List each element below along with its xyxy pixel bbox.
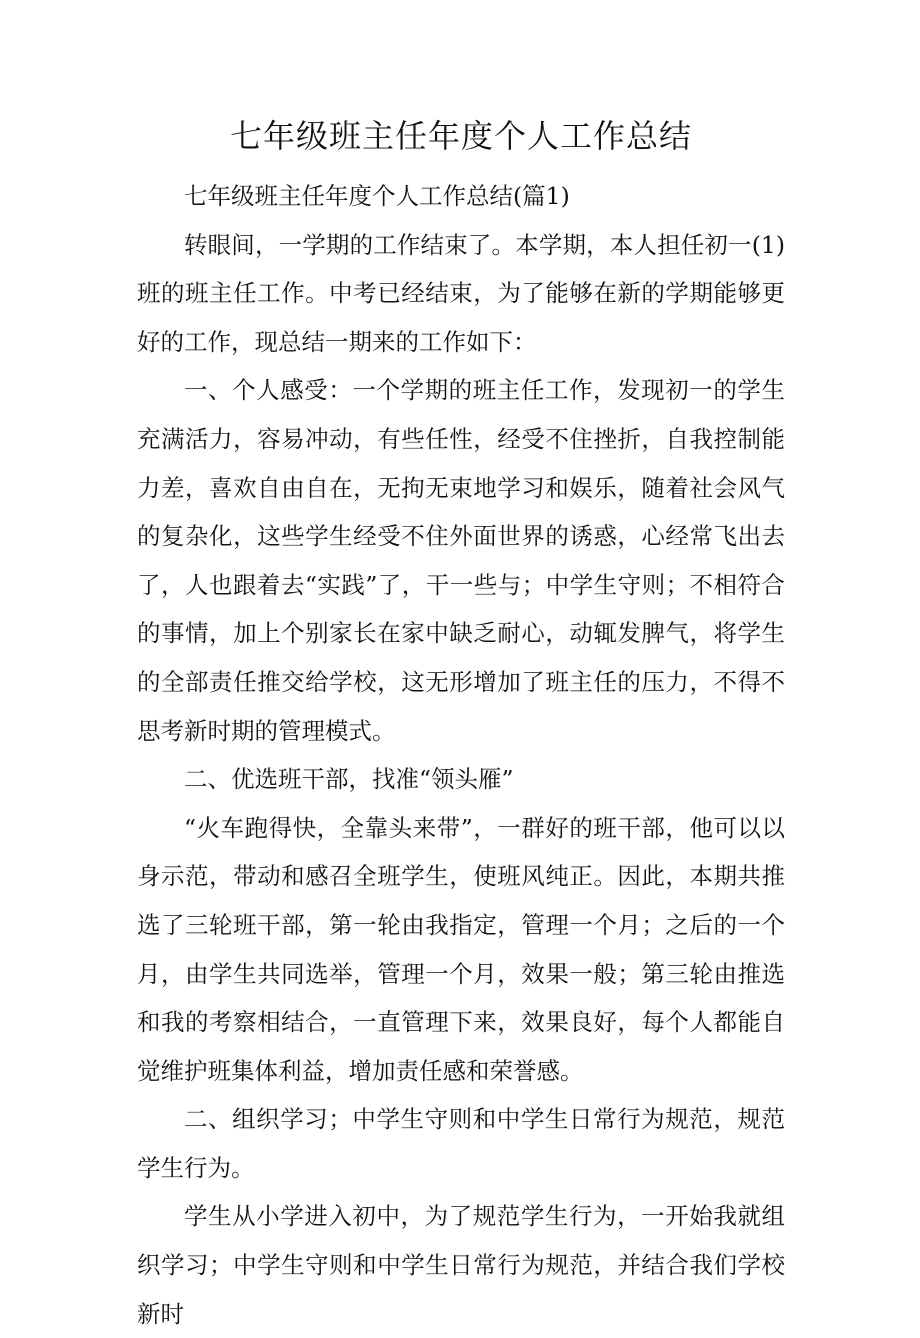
paragraph-intro: 转眼间，一学期的工作结束了。本学期，本人担任初一(1)班的班主任工作。中考已经结束，为了能够在新的学期能够更好的工作，现总结一期来的工作如下： bbox=[137, 230, 785, 356]
paragraph-heading-study-rules: 二、组织学习；中学生守则和中学生日常行为规范，规范学生行为。 bbox=[137, 1105, 785, 1182]
section-heading: 七年级班主任年度个人工作总结(篇1) bbox=[184, 182, 570, 210]
paragraph-heading-class-cadres: 二、优选班干部，找准“领头雁” bbox=[184, 765, 514, 794]
paragraph-study-rules: 学生从小学进入初中，为了规范学生行为，一开始我就组织学习；中学生守则和中学生日常行为规范，并结合我们学校新时 bbox=[137, 1202, 785, 1328]
document-title: 七年级班主任年度个人工作总结 bbox=[229, 117, 692, 155]
document-body bbox=[137, 112, 785, 1338]
paragraph-personal-feelings: 一、个人感受：一个学期的班主任工作，发现初一的学生充满活力，容易冲动，有些任性，经受不住挫折，自我控制能力差，喜欢自由自在，无拘无束地学习和娱乐，随着社会风气的复杂化，这些学生经受不住外面世界的诱惑，心经常飞出去了，人也跟着去“实践”了，干一些与；中学生守则；不相符合的事情，加上个别家长在家中缺乏耐心，动辄发脾气，将学生的全部责任推交给学校，这无形增加了班主任的压力，不得不思考新时期的管理模式。 bbox=[137, 376, 785, 745]
paragraph-class-cadres: “火车跑得快，全靠头来带”，一群好的班干部，他可以以身示范，带动和感召全班学生，使班风纯正。因此，本期共推选了三轮班干部，第一轮由我指定，管理一个月；之后的一个月，由学生共同选举，管理一个月，效果一般；第三轮由推选和我的考察相结合，一直管理下来，效果良好，每个人都能自觉维护班集体利益，增加责任感和荣誉感。 bbox=[137, 813, 785, 1085]
